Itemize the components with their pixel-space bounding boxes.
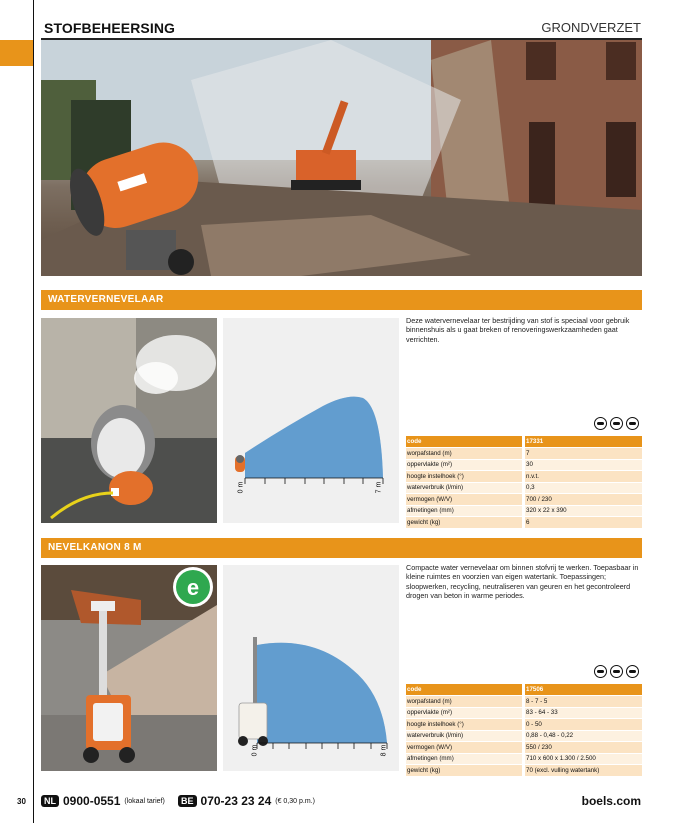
table-cell: code <box>406 436 522 448</box>
spray-range-diagram-1 <box>223 318 399 523</box>
table-cell: waterverbruik (l/min) <box>406 482 522 494</box>
table-header-row <box>406 436 642 448</box>
table-cell: code <box>406 684 522 696</box>
phone-number-nl[interactable]: 0900-0551 <box>63 794 121 808</box>
country-badge-be: BE <box>178 795 197 807</box>
table-cell: 17331 <box>525 436 642 448</box>
phone-note-be: (€ 0,30 p.m.) <box>275 797 315 805</box>
table-cell: waterverbruik (l/min) <box>406 730 522 742</box>
table-cell: vermogen (W/V) <box>406 742 522 754</box>
table-cell: 17506 <box>525 684 642 696</box>
ear-protection-icon <box>594 665 607 678</box>
safety-icons <box>594 417 639 430</box>
table-row <box>406 494 642 506</box>
table-cell: gewicht (kg) <box>406 765 522 777</box>
product-description: Compacte water vernevelaar om binnen stofvrij te werken. Toepasbaar in kleine ruimtes en voorzien van eigen watertank. Toepassingen; sloopwerken, recycling, neutraliseren van geuren en het gecontroleerd drogen van beton in warme periodes. <box>406 563 639 601</box>
axis-start-label: 0 m <box>237 481 245 494</box>
spec-table-watervernevelaar <box>406 436 642 529</box>
safety-icons <box>594 665 639 678</box>
table-cell: hoogte instelhoek (°) <box>406 471 522 483</box>
hero-photo-demolition <box>41 40 642 276</box>
footer-phone-be <box>178 794 315 808</box>
table-cell: oppervlakte (m²) <box>406 707 522 719</box>
table-row <box>406 730 642 742</box>
section-tab-marker <box>0 40 33 66</box>
helmet-icon <box>626 417 639 430</box>
axis-end-label: 8 m <box>380 744 388 757</box>
helmet-icon <box>626 665 639 678</box>
table-cell: worpafstand (m) <box>406 448 522 460</box>
table-cell: afmetingen (mm) <box>406 505 522 517</box>
table-cell: 0,88 - 0,48 - 0,22 <box>525 730 642 742</box>
margin-line <box>33 0 34 823</box>
phone-note-nl: (lokaal tarief) <box>124 797 165 805</box>
table-row <box>406 742 642 754</box>
table-cell: 8 - 7 - 5 <box>525 696 642 708</box>
footer-phone-nl <box>41 794 165 808</box>
table-row <box>406 448 642 460</box>
product-heading-watervernevelaar: WATERVERNEVELAAR <box>41 290 642 310</box>
ear-protection-icon <box>594 417 607 430</box>
table-row <box>406 471 642 483</box>
phone-number-be[interactable]: 070-23 23 24 <box>200 794 272 808</box>
table-cell: 0 - 50 <box>525 719 642 731</box>
section-label: GRONDVERZET <box>541 20 641 35</box>
table-cell: 30 <box>525 459 642 471</box>
page-title: STOFBEHEERSING <box>44 20 176 36</box>
table-cell: 83 - 64 - 33 <box>525 707 642 719</box>
product-description: Deze watervernevelaar ter bestrijding van stof is speciaal voor gebruik binnenshuis als u gaat breken of renoveringswerkzaamheden gaat verrichten. <box>406 316 630 344</box>
table-cell: vermogen (W/V) <box>406 494 522 506</box>
axis-end-label: 7 m <box>375 481 383 494</box>
spray-range-chart-1 <box>223 318 399 523</box>
table-cell: 320 x 22 x 390 <box>525 505 642 517</box>
table-cell: worpafstand (m) <box>406 696 522 708</box>
table-cell: 70 (excl. vulling watertank) <box>525 765 642 777</box>
spray-range-chart-2 <box>223 565 399 771</box>
hero-photo-art <box>41 40 642 276</box>
product-photo-art-1 <box>41 318 217 523</box>
table-cell: 6 <box>525 517 642 529</box>
page-number: 30 <box>17 797 26 806</box>
table-cell: n.v.t. <box>525 471 642 483</box>
table-row <box>406 505 642 517</box>
table-cell: gewicht (kg) <box>406 517 522 529</box>
table-row <box>406 482 642 494</box>
table-row <box>406 753 642 765</box>
product-photo-art-2 <box>41 565 217 771</box>
product-photo-watervernevelaar <box>41 318 217 523</box>
product-heading-nevelkanon: NEVELKANON 8 M <box>41 538 642 558</box>
table-cell: 7 <box>525 448 642 460</box>
svg-text:e: e <box>186 575 200 600</box>
table-cell: 700 / 230 <box>525 494 642 506</box>
table-row <box>406 696 642 708</box>
website-link[interactable]: boels.com <box>581 794 641 808</box>
table-cell: afmetingen (mm) <box>406 753 522 765</box>
safety-shoe-icon <box>610 665 623 678</box>
table-row <box>406 517 642 529</box>
spray-range-diagram-2 <box>223 565 399 771</box>
table-cell: hoogte instelhoek (°) <box>406 719 522 731</box>
product-photo-nevelkanon <box>41 565 217 771</box>
table-row <box>406 719 642 731</box>
table-cell: oppervlakte (m²) <box>406 459 522 471</box>
spec-table-nevelkanon <box>406 684 642 777</box>
table-cell: 710 x 600 x 1.300 / 2.500 <box>525 753 642 765</box>
table-row <box>406 707 642 719</box>
axis-start-label: 0 m <box>251 744 259 757</box>
table-header-row <box>406 684 642 696</box>
table-row <box>406 459 642 471</box>
table-cell: 550 / 230 <box>525 742 642 754</box>
safety-shoe-icon <box>610 417 623 430</box>
country-badge-nl: NL <box>41 795 59 807</box>
table-cell: 0,3 <box>525 482 642 494</box>
table-row <box>406 765 642 777</box>
